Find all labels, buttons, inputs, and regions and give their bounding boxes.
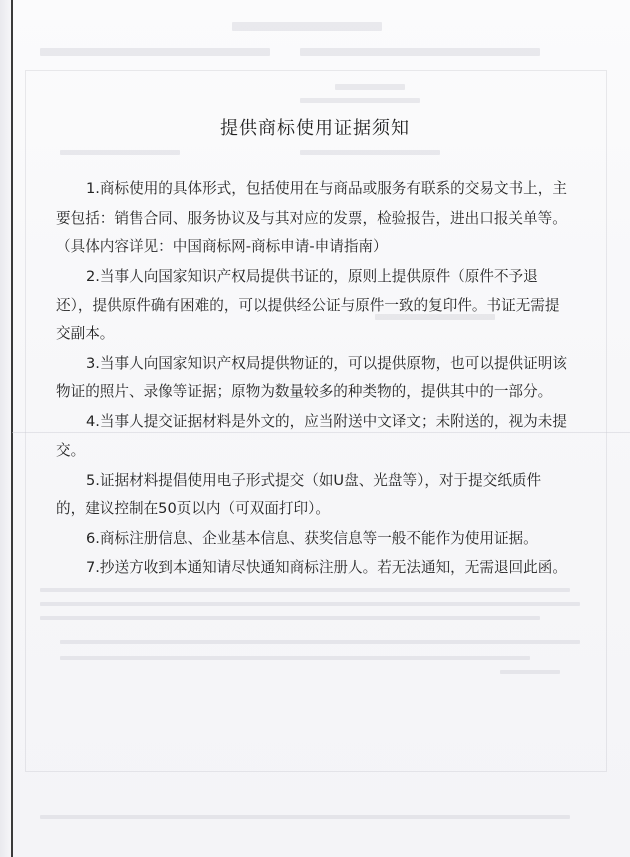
clause-1-line-1: 1.商标使用的具体形式，包括使用在与商品或服务有联系的交易文书上，主 [86, 180, 567, 197]
clause-7-line-1: 7.抄送方收到本通知请尽快通知商标注册人。若无法通知，无需退回此函。 [86, 559, 567, 576]
show-through-mark [40, 588, 570, 592]
clause-2-line-3: 交副本。 [56, 325, 115, 342]
show-through-mark [40, 815, 570, 819]
document-title: 提供商标使用证据须知 [220, 118, 410, 139]
show-through-mark [60, 656, 530, 660]
clause-5-line-2: 的，建议控制在50页以内（可双面打印）。 [56, 500, 330, 517]
show-through-mark [60, 150, 180, 155]
show-through-mark [500, 670, 560, 674]
clause-1-line-2: 要包括：销售合同、服务协议及与其对应的发票，检验报告，进出口报关单等。 [56, 210, 567, 227]
show-through-mark [40, 48, 270, 56]
clause-5-line-1: 5.证据材料提倡使用电子形式提交（如U盘、光盘等），对于提交纸质件 [86, 472, 542, 489]
clause-6-line-1: 6.商标注册信息、企业基本信息、获奖信息等一般不能作为使用证据。 [86, 530, 538, 547]
show-through-mark [300, 150, 440, 155]
clause-1-line-3: （具体内容详见：中国商标网-商标申请-申请指南） [56, 238, 388, 255]
clause-4-line-1: 4.当事人提交证据材料是外文的，应当附送中文译文；未附送的，视为未提 [86, 413, 567, 430]
show-through-mark [300, 48, 540, 56]
show-through-mark [40, 616, 540, 620]
show-through-mark [40, 602, 580, 606]
clause-4-line-2: 交。 [56, 442, 86, 459]
clause-2-line-1: 2.当事人向国家知识产权局提供书证的，原则上提供原件（原件不予退 [86, 268, 538, 285]
show-through-mark [300, 98, 420, 103]
paper-fold-line [12, 432, 630, 433]
clause-2-line-2: 还），提供原件确有困难的，可以提供经公证与原件一致的复印件。书证无需提 [56, 297, 560, 314]
show-through-mark [60, 640, 580, 644]
show-through-mark [232, 22, 382, 31]
clause-3-line-1: 3.当事人向国家知识产权局提供物证的，可以提供原物，也可以提供证明该 [86, 355, 567, 372]
clause-3-line-2: 物证的照片、录像等证据；原物为数量较多的种类物的，提供其中的一部分。 [56, 383, 553, 400]
show-through-mark [335, 84, 405, 90]
